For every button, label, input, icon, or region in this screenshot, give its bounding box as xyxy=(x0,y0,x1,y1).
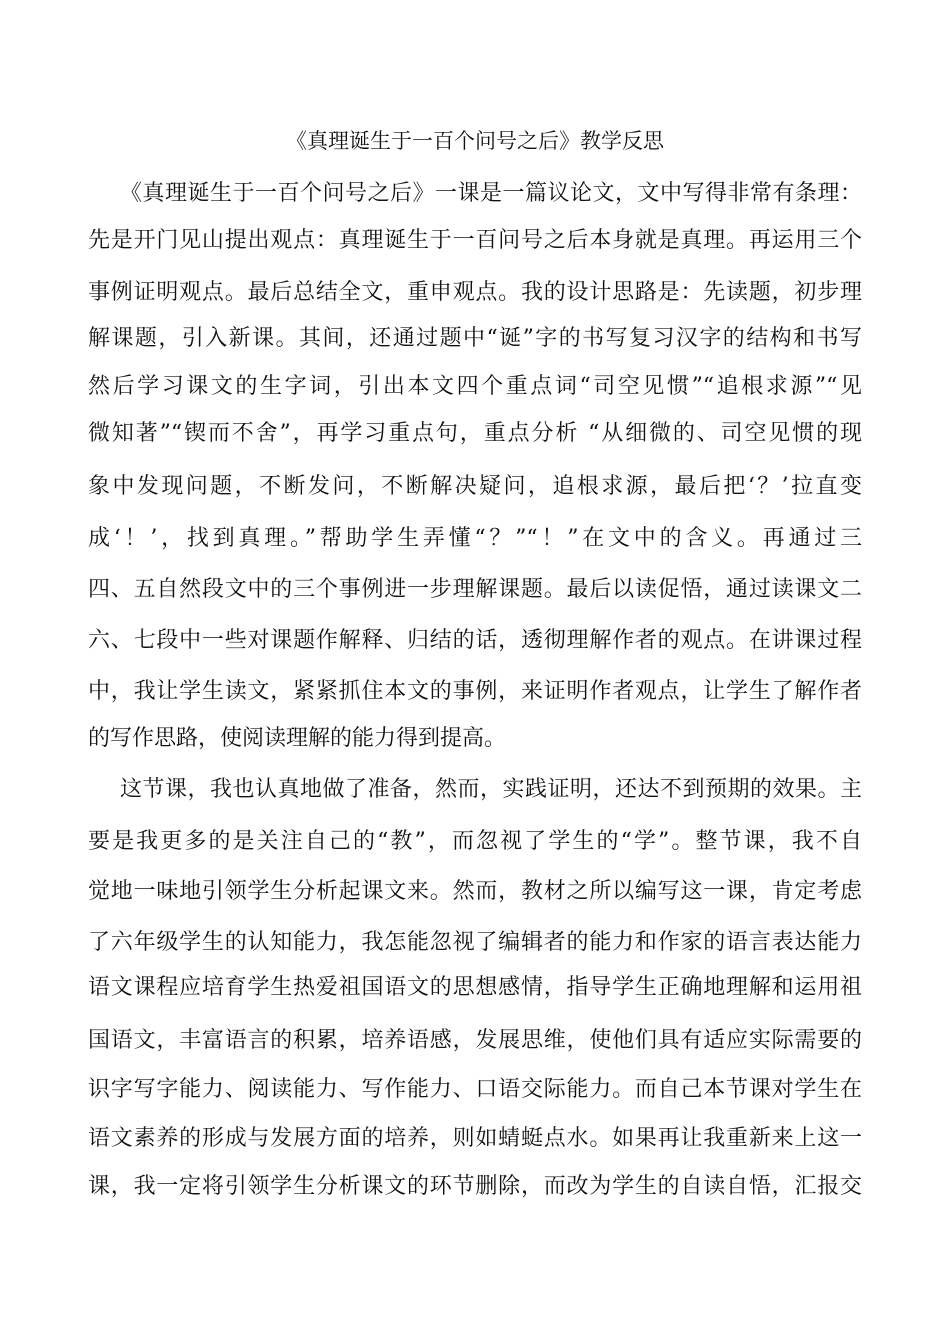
paragraph-1-line-3: 事例证明观点。最后总结全文，重申观点。我的设计思路是：先读题，初步理 xyxy=(88,280,862,305)
paragraph-2-line-5: 语文课程应培育学生热爱祖国语文的思想感情，指导学生正确地理解和运用祖 xyxy=(88,975,862,1000)
paragraph-1-line-11: 中，我让学生读文，紧紧抓住本文的事例，来证明作者观点，让学生了解作者 xyxy=(88,679,862,704)
paragraph-1-line-2: 先是开门见山提出观点：真理诞生于一百问号之后本身就是真理。再运用三个 xyxy=(88,228,862,253)
paragraph-1-line-5: 然后学习课文的生字词，引出本文四个重点词“司空见惯”“追根求源”“见 xyxy=(88,374,862,399)
paragraph-2-line-2: 要是我更多的是关注自己的“教”，而忽视了学生的“学”。整节课，我不自 xyxy=(88,829,862,854)
paragraph-2-line-3: 觉地一味地引领学生分析起课文来。然而，教材之所以编写这一课，肯定考虑 xyxy=(88,879,862,904)
paragraph-1-line-4: 解课题，引入新课。其间，还通过题中“诞”字的书写复习汉字的结构和书写 xyxy=(88,326,862,351)
document-title: 《真理诞生于一百个问号之后》教学反思 xyxy=(286,129,664,153)
paragraph-1-line-8: 成‘！’，找到真理。”帮助学生弄懂“？”“！”在文中的含义。再通过三 xyxy=(88,526,862,551)
paragraph-1-line-1: 《真理诞生于一百个问号之后》一课是一篇议论文，文中写得非常有条理： xyxy=(120,181,862,206)
paragraph-2-line-1: 这节课，我也认真地做了准备，然而，实践证明，还达不到预期的效果。主 xyxy=(120,777,862,802)
paragraph-2-line-8: 语文素养的形成与发展方面的培养，则如蜻蜓点水。如果再让我重新来上这一 xyxy=(88,1126,862,1151)
paragraph-1-line-9: 四、五自然段文中的三个事例进一步理解课题。最后以读促悟，通过读课文二 xyxy=(88,577,862,602)
paragraph-1-line-6: 微知著”“锲而不舍”，再学习重点句，重点分析 “从细微的、司空见惯的现 xyxy=(88,421,862,446)
paragraph-1-line-7: 象中发现问题，不断发问，不断解决疑问，追根求源，最后把‘？’拉直变 xyxy=(88,474,862,499)
paragraph-2-line-6: 国语文，丰富语言的积累，培养语感，发展思维，使他们具有适应实际需要的 xyxy=(88,1028,862,1053)
paragraph-1-line-12: 的写作思路，使阅读理解的能力得到提高。 xyxy=(88,726,507,751)
paragraph-1-line-10: 六、七段中一些对课题作解释、归结的话，透彻理解作者的观点。在讲课过程 xyxy=(88,628,862,653)
paragraph-2-line-9: 课，我一定将引领学生分析课文的环节删除，而改为学生的自读自悟，汇报交 xyxy=(88,1174,862,1199)
paragraph-2-line-7: 识字写字能力、阅读能力、写作能力、口语交际能力。而自己本节课对学生在 xyxy=(88,1077,862,1102)
paragraph-2-line-4: 了六年级学生的认知能力，我怎能忽视了编辑者的能力和作家的语言表达能力 xyxy=(88,930,862,955)
